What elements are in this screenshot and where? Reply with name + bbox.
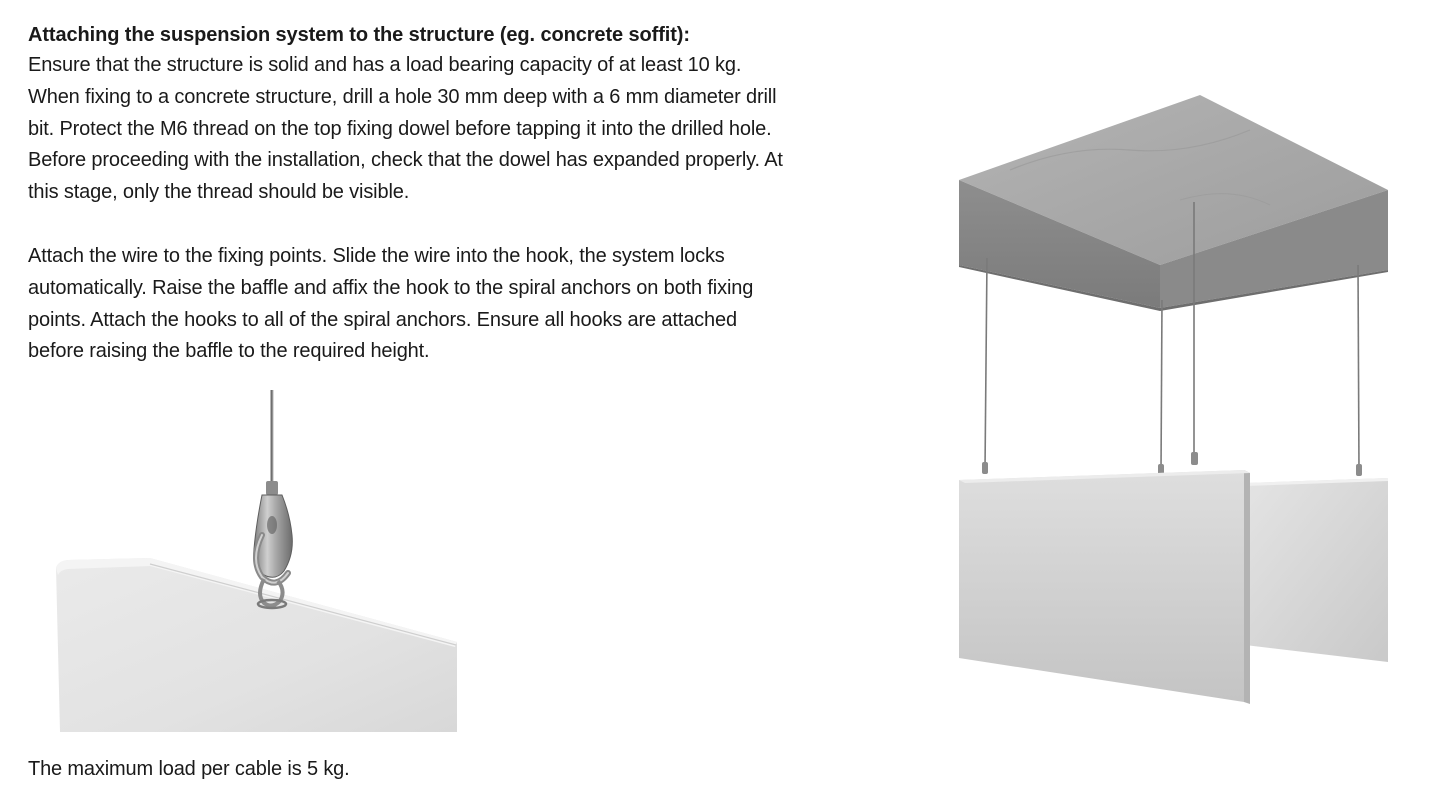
- hook-closeup-illustration: [50, 385, 460, 735]
- instructions-text: [28, 20, 798, 368]
- suspended-baffles-illustration: [950, 90, 1395, 715]
- baffle-panel-front: [959, 470, 1250, 704]
- hook-icon: [254, 481, 293, 583]
- concrete-soffit-slab: [959, 95, 1388, 311]
- max-load-note: The maximum load per cable is 5 kg.: [28, 758, 350, 780]
- baffle-panel-closeup: [56, 558, 457, 732]
- section-heading: Attaching the suspension system to the structure (eg. concrete soffit):: [28, 24, 690, 46]
- paragraph-wire-attachment: Attach the wire to the fixing points. Slide the wire into the hook, the system locks automatically. Raise the baffle and affix the hook to the spiral anchors on both fixing points. Attach the hooks to all of the spiral anchors. Ensure all hooks are attached before raising the baffle to the required height.: [28, 244, 754, 363]
- baffle-panel-back: [1245, 478, 1388, 662]
- wire-hooks: [982, 452, 1362, 476]
- suspension-wire-closeup: [272, 390, 273, 485]
- paragraph-structure-fixing: Ensure that the structure is solid and has a load bearing capacity of at least 10 kg. When fixing to a concrete structure, drill a hole 30 mm deep with a 6 mm diameter drill bit. Protect the M6 thread on the top fixing dowel before tapping it into the drilled hole. Before proceeding with the installation, check that the dowel has expanded properly. At this stage, only the thread should be visible.: [28, 54, 783, 204]
